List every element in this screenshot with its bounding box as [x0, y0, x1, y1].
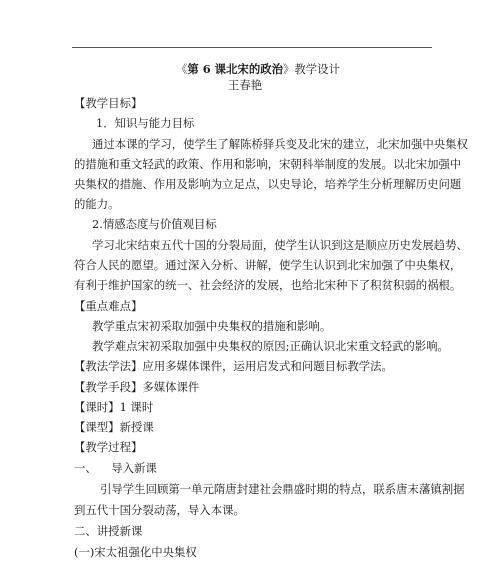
paragraph-line: 有利于维护国家的统一、社会经济的发展，也给北宋种下了积贫积弱的祸根。	[74, 278, 462, 292]
subheading: (一)宋太祖强化中央集权	[74, 545, 197, 559]
paragraph-line: 符合人民的愿望。通过深入分析、讲解，使学生认识到北宋加强了中央集权，	[74, 258, 462, 272]
title-open: 《	[176, 62, 188, 76]
subheading: 2.情感态度与价值观目标	[92, 217, 217, 231]
header-rule	[72, 47, 432, 48]
paragraph-line: 的措施和重文轻武的政策、作用和影响，宋朝科举制度的发展。以北宋加强中	[74, 157, 462, 171]
section-heading: 【课型】新授课	[74, 420, 154, 434]
subheading: 一、 导入新课	[74, 461, 157, 475]
paragraph-line: 的能力。	[74, 197, 120, 211]
title-close: 》教学设计	[283, 62, 340, 76]
paragraph-line: 引导学生回顾第一单元隋唐封建社会鼎盛时期的特点，联系唐末藩镇割据	[100, 482, 465, 496]
section-heading: 【教学目标】	[74, 96, 143, 110]
paragraph-line: 到五代十国分裂动荡，导入本课。	[74, 503, 245, 517]
paragraph-line: 央集权的措施、作用及影响为立足点，以史导论，培养学生分析理解历史问题	[74, 177, 462, 191]
section-heading: 【教学手段】多媒体课件	[74, 380, 200, 394]
paragraph-line: 教学重点宋初采取加强中央集权的措施和影响。	[92, 319, 332, 333]
subheading: 1．知识与能力目标	[96, 116, 195, 130]
section-heading: 【教学过程】	[74, 440, 143, 454]
doc-title	[176, 61, 340, 77]
section-heading: 【重点难点】	[74, 299, 143, 313]
paragraph-line: 学习北宋结束五代十国的分裂局面，使学生认识到这是顺应历史发展趋势、	[92, 238, 468, 252]
doc-author: 王春艳	[228, 78, 263, 92]
paragraph-line: 通过本课的学习，使学生了解陈桥驿兵变及北宋的建立，北宋加强中央集权	[92, 137, 468, 151]
section-heading: 【教法学法】应用多媒体课件，运用启发式和问题目标教学法。	[74, 359, 393, 373]
paragraph-line: 教学难点宋初采取加强中央集权的原因;正确认识北宋重文轻武的影响。	[92, 339, 449, 353]
title-bold: 第 6 课北宋的政治	[187, 62, 283, 76]
section-heading: 【课时】1 课时	[74, 400, 154, 414]
subheading: 二、讲授新课	[74, 524, 143, 538]
